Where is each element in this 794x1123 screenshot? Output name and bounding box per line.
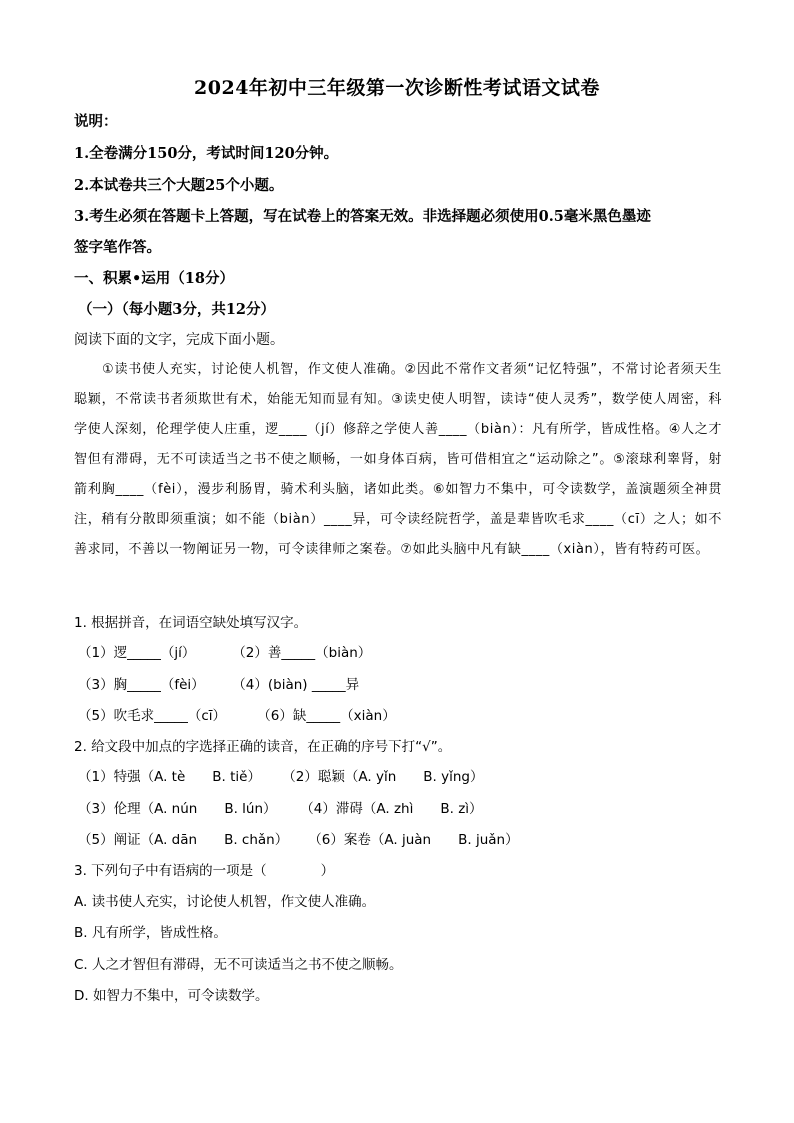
q2-row-1	[78, 765, 483, 785]
instruction-2: 2.本试卷共三个大题25个小题。	[74, 177, 284, 194]
q2-item-1: （1）特强（A. tè B. tiě）	[78, 769, 261, 785]
reading-passage	[74, 355, 722, 565]
q3-stem: 3. 下列句子中有语病的一项是（ ）	[74, 863, 335, 879]
passage-text: ①读书使人充实，讨论使人机智，作文使人准确。②因此不常作文者须“记忆特强”，不常讨论者须天生聪颖，不常读书者须欺世有术，始能无知而显有知。③读史使人明智，读诗“使人灵秀”，数学使人周密，科学使人深刻，伦理学使人庄重，逻____（jí）修辞之学使人善____（biàn）：凡有所学，皆成性格。④人之才智但有滞碍，无不可读适当之书不使之顺畅，一如身体百病，皆可借相宜之“运动除之”。⑤滚球利睾肾，射箭利胸____（fèi），漫步利肠胃，骑术利头脑，诸如此类。⑥如智力不集中，可令读数学，盖演题须全神贯注，稍有分散即须重演；如不能（biàn）____异，可令读经院哲学，盖是辈皆吹毛求____（cī）之人；如不善求同，不善以一物阐证另一物，可令读律师之案卷。⑦如此头脑中凡有缺____（xiàn），皆有特药可医。	[74, 362, 722, 557]
instruction-3: 3.考生必须在答题卡上答题，写在试卷上的答案无效。非选择题必须使用0.5毫米黑色墨迹	[74, 208, 651, 225]
subsection-heading: （一）（每小题3分，共12分）	[78, 301, 276, 318]
instruction-1: 1.全卷满分150分，考试时间120分钟。	[74, 145, 339, 162]
q2-item-5: （5）阐证（A. dān B. chǎn）	[78, 832, 289, 848]
q2-item-3: （3）伦理（A. nún B. lún）	[78, 801, 277, 817]
q2-item-2: （2）聪颖（A. yǐn B. yǐng）	[282, 769, 484, 785]
q2-item-6: （6）案卷（A. juàn B. juǎn）	[308, 832, 519, 848]
q3-option-a: A. 读书使人充实，讨论使人机智，作文使人准确。	[74, 894, 376, 910]
q1-item-2: （2）善_____（biàn）	[232, 645, 372, 661]
q2-item-4: （4）滞碍（A. zhì B. zì）	[300, 801, 483, 817]
q1-item-6: （6）缺_____（xiàn）	[257, 708, 396, 724]
q1-item-4: （4）(biàn) _____异	[232, 677, 360, 693]
q1-row-3	[78, 704, 396, 724]
q1-stem: 1. 根据拼音，在词语空缺处填写汉字。	[74, 615, 308, 631]
q2-row-2	[78, 797, 483, 817]
q3-option-d: D. 如智力不集中，可令读数学。	[74, 988, 269, 1004]
q2-row-3	[78, 828, 519, 848]
q3-option-c: C. 人之才智但有滞碍，无不可读适当之书不使之顺畅。	[74, 957, 403, 973]
q1-row-2	[78, 673, 359, 693]
q1-row-1	[78, 641, 371, 661]
q1-item-5: （5）吹毛求_____（cī）	[78, 708, 227, 724]
q1-item-3: （3）胸_____（fèi）	[78, 677, 205, 693]
q1-item-1: （1）逻_____（jí）	[78, 645, 196, 661]
instructions-heading: 说明：	[74, 113, 118, 130]
q2-stem: 2. 给文段中加点的字选择正确的读音，在正确的序号下打“√”。	[74, 739, 452, 755]
instruction-3-cont: 签字笔作答。	[74, 239, 161, 256]
page-title: 2024年初中三年级第一次诊断性考试语文试卷	[194, 77, 600, 99]
q3-option-b: B. 凡有所学，皆成性格。	[74, 925, 227, 941]
reading-instruction: 阅读下面的文字，完成下面小题。	[74, 332, 284, 348]
section-heading: 一、积累•运用（18分）	[74, 270, 234, 287]
